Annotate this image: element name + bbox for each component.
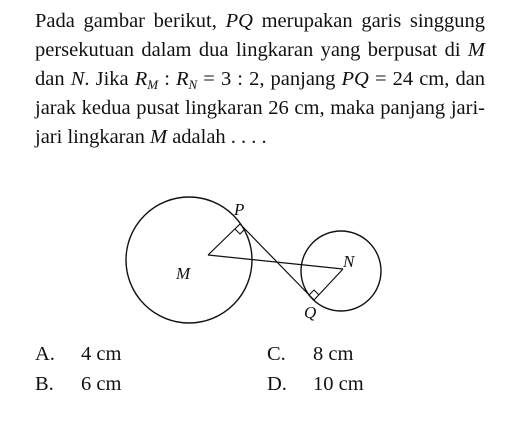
option-b[interactable] — [35, 372, 121, 396]
option-d-text: 10 cm — [313, 373, 364, 395]
option-c-text: 8 cm — [313, 343, 354, 365]
question-text: Pada gambar berikut, PQ merupakan garis singgung persekutuan dalam dua lingkaran yang berpusat di M dan N. Jika $R_M$ : $R_N = 3$ : 2, panjang PQ = 24 cm, dan jarak kedua pusat lingkaran 26 cm, maka panjang jari-jari lingkaran M adalah . . . . — [35, 10, 486, 148]
right-angle-q — [309, 290, 319, 300]
radius-nq — [314, 269, 343, 300]
right-angle-p — [235, 229, 245, 234]
option-c[interactable] — [267, 342, 353, 366]
option-d[interactable] — [267, 372, 364, 396]
option-b-text: 6 cm — [81, 373, 122, 395]
option-a[interactable] — [35, 342, 121, 366]
label-q: Q — [304, 303, 317, 322]
segment-mn — [208, 255, 343, 269]
tangent-pq — [240, 224, 314, 300]
option-a-letter: A. — [35, 343, 55, 365]
option-b-letter: B. — [35, 373, 54, 395]
radius-mp — [208, 224, 240, 255]
label-n: N — [343, 252, 355, 271]
option-d-letter: D. — [267, 373, 287, 395]
label-m: M — [176, 264, 191, 283]
option-a-text: 4 cm — [81, 343, 122, 365]
label-p: P — [234, 200, 245, 219]
option-c-letter: C. — [267, 343, 286, 365]
